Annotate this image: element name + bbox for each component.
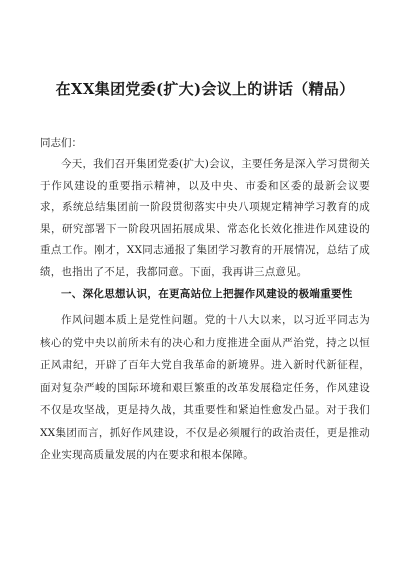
intro-paragraph: 今天，我们召开集团党委(扩大)会议，主要任务是深入学习贯彻关于作风建设的重要指示精神，以及中央、市委和区委的最新会议要求，系统总结集团前一阶段贯彻落实中央八项规定精神学习教育的成果，研究部署下一阶段巩固拓展成果、常态化长效化推进作风建设的重点工作。刚才，XX同志通报了集团学习教育的开展情况，总结了成绩，也指出了不足，我都同意。下面，我再讲三点意见。 xyxy=(40,158,370,278)
section-paragraph: 作风问题本质上是党性问题。党的十八大以来，以习近平同志为核心的党中央以前所未有的决心和力度推进全面从严治党，持之以恒正风肃纪，开辟了百年大党自我革命的新境界。进入新时代新征程，面对复杂严峻的国际环境和艰巨繁重的改革发展稳定任务，作风建设不仅是攻坚战，更是持久战，其重要性和紧迫性愈发凸显。对于我们XX集团而言，抓好作风建设，不仅是必须履行的政治责任，更是推动企业实现高质量发展的内在要求和根本保障。 xyxy=(40,314,370,462)
document-title: 在XX集团党委(扩大)会议上的讲话（精品） xyxy=(55,80,355,98)
section-heading: 一、深化思想认识，在更高站位上把握作风建设的极端重要性 xyxy=(61,287,353,300)
salutation: 同志们： xyxy=(40,137,82,149)
